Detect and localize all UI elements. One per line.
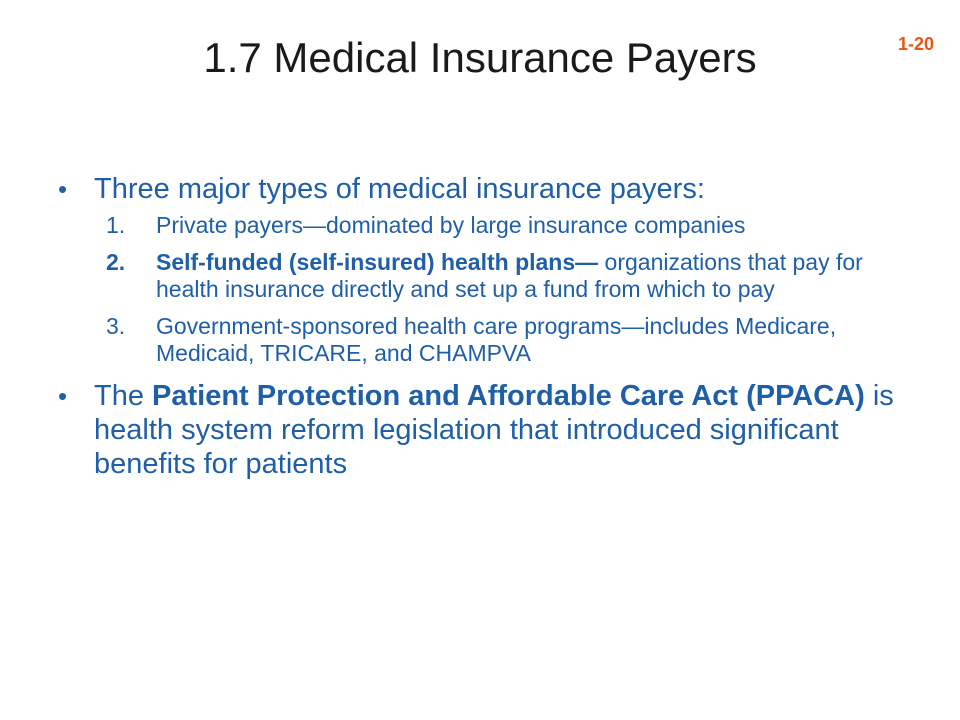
bullet-post: is health system reform legislation that introduced significant benefits for patients (94, 380, 894, 480)
list-item-lead: Self-funded (self-insured) health plans— (156, 249, 599, 275)
list-item-government (58, 313, 908, 367)
bullet-dot-icon: • (58, 174, 68, 204)
list-item-text: Private payers—dominated by large insurance companies (156, 212, 746, 238)
payer-types-list (58, 212, 908, 367)
list-item-self-funded (58, 249, 908, 303)
list-number: 1. (106, 212, 126, 238)
slide-title: 1.7 Medical Insurance Payers (203, 34, 757, 81)
bullet-pre: The (94, 380, 153, 412)
bullet-text: Three major types of medical insurance payers: (94, 173, 705, 205)
list-number: 2. (106, 249, 126, 275)
list-item-text: Government-sponsored health care programs—includes Medicare, Medicaid, TRICARE, and CHAMPVA (156, 313, 837, 366)
bullet-payer-types (58, 172, 908, 206)
slide-content (58, 172, 908, 481)
list-item-private-payers (58, 212, 908, 239)
list-item-text: organizations that pay for health insurance directly and set up a fund from which to pay (156, 249, 863, 302)
bullet-bold-term: Patient Protection and Affordable Care Act (PPACA) (152, 380, 865, 412)
list-number: 3. (106, 313, 126, 339)
bullet-ppaca (58, 379, 908, 481)
bullet-dot-icon: • (58, 381, 68, 411)
slide-number: 1-20 (897, 34, 934, 54)
